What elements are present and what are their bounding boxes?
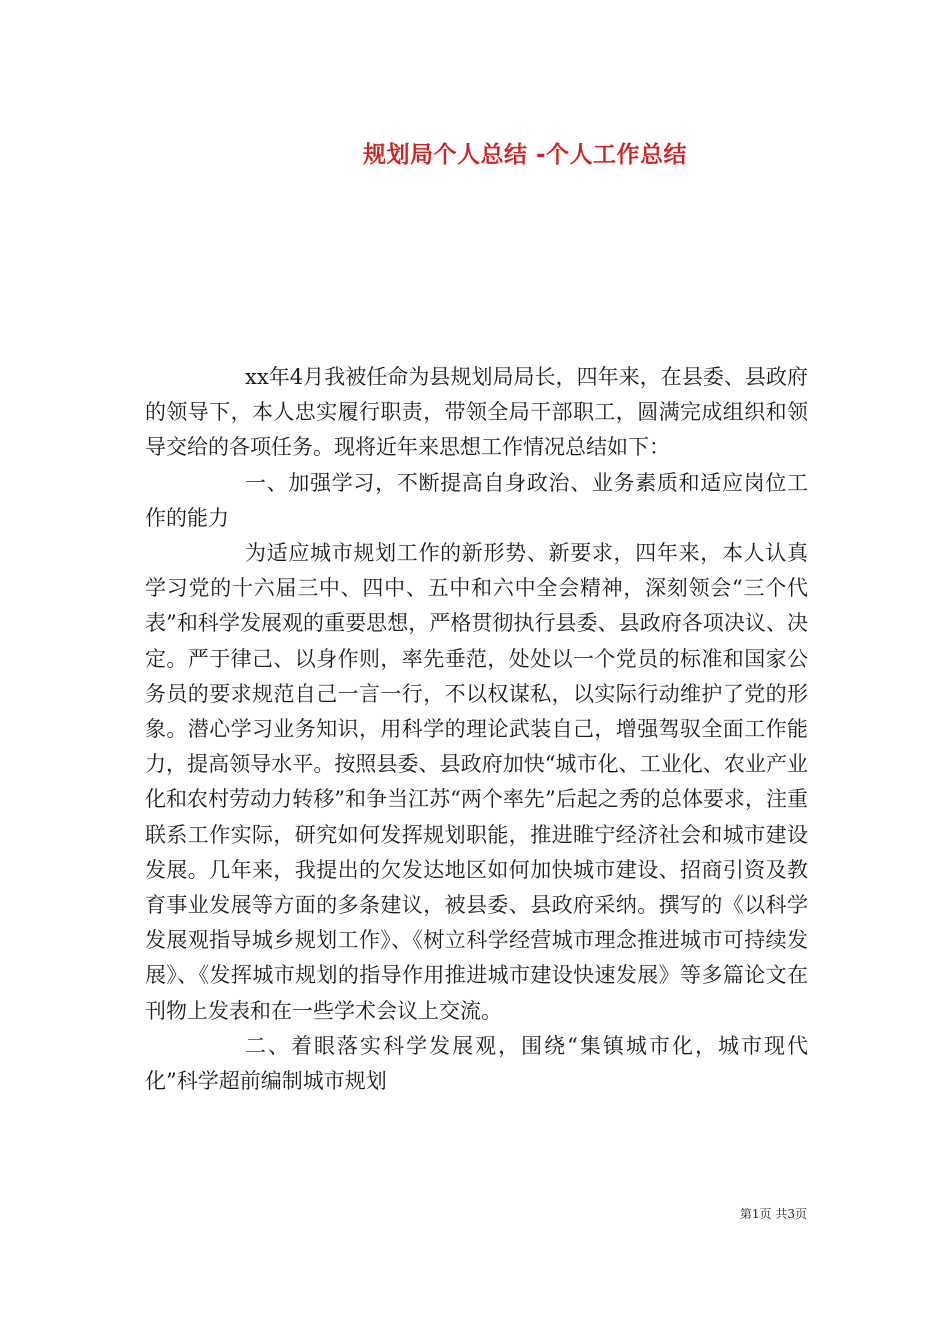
paragraph-section-1-heading: 一、加强学习，不断提高自身政治、业务素质和适应岗位工作的能力 <box>145 470 808 530</box>
paragraph-intro: xx年4月我被任命为县规划局局长，四年来，在县委、县政府的领导下，本人忠实履行职责，带领全局干部职工，圆满完成组织和领导交给的各项任务。现将近年来思想工作情况总结如下： <box>145 365 808 460</box>
document-title: 规划局个人总结 -个人工作总结 <box>362 142 688 168</box>
document-body <box>145 360 808 1099</box>
paragraph-section-1-body: 为适应城市规划工作的新形势、新要求，四年来，本人认真学习党的十六届三中、四中、五中和六中全会精神，深刻领会“三个代表”和科学发展观的重要思想，严格贯彻执行县委、县政府各项决议、决定。严于律己、以身作则，率先垂范，处处以一个党员的标准和国家公务员的要求规范自己一言一行，不以权谋私，以实际行动维护了党的形象。潜心学习业务知识，用科学的理论武装自己，增强驾驭全面工作能力，提高领导水平。按照县委、县政府加快“城市化、工业化、农业产业化和农村劳动力转移”和争当江苏“两个率先”后起之秀的总体要求，注重联系工作实际，研究如何发挥规划职能，推进睢宁经济社会和城市建设发展。几年来，我提出的欠发达地区如何加快城市建设、招商引资及教育事业发展等方面的多条建议，被县委、县政府采纳。撰写的《以科学发展观指导城乡规划工作》、《树立科学经营城市理念推进城市可持续发展》、《发挥城市规划的指导作用推进城市建设快速发展》等多篇论文在刊物上发表和在一些学术会议上交流。 <box>145 541 808 1023</box>
paragraph-section-2-heading: 二、着眼落实科学发展观，围绕“集镇城市化，城市现代化”科学超前编制城市规划 <box>145 1033 808 1094</box>
page-number-footer: 第1页 共3页 <box>739 1207 807 1221</box>
